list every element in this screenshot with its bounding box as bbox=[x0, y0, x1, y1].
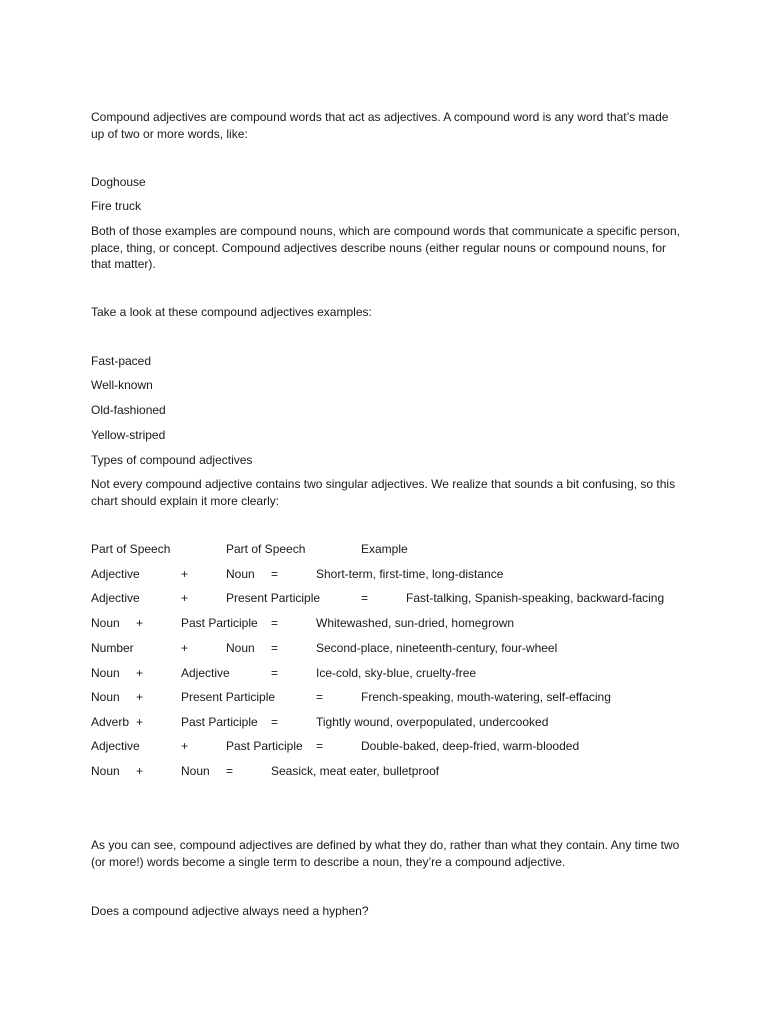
chart-row-plus: + bbox=[136, 715, 144, 729]
chart-row-example: Seasick, meat eater, bulletproof bbox=[271, 764, 440, 778]
chart-row-pos2: Noun bbox=[226, 567, 255, 581]
chart-header-row bbox=[0, 541, 768, 557]
noun-example-doghouse: Doghouse bbox=[91, 175, 146, 189]
chart-row-plus: + bbox=[181, 739, 189, 753]
chart-row-pos2: Present Participle bbox=[181, 690, 276, 704]
chart-row-pos1: Noun bbox=[91, 666, 120, 680]
chart-header-col1: Part of Speech bbox=[91, 542, 171, 556]
chart-row-plus: + bbox=[181, 591, 189, 605]
chart-row-pos2: Past Participle bbox=[226, 739, 303, 753]
chart-row-equals: = bbox=[271, 666, 279, 680]
hyphen-question: Does a compound adjective always need a hyphen? bbox=[91, 904, 369, 918]
chart-row-pos1: Noun bbox=[91, 690, 120, 704]
chart-row-plus: + bbox=[136, 616, 144, 630]
chart-row-plus: + bbox=[181, 641, 189, 655]
chart-row-pos1: Adjective bbox=[91, 739, 140, 753]
chart-header-col2: Part of Speech bbox=[226, 542, 306, 556]
adjective-example-yellow-striped: Yellow-striped bbox=[91, 428, 166, 442]
chart-row-pos1: Adverb bbox=[91, 715, 130, 729]
conclusion-paragraph: As you can see, compound adjectives are defined by what they do, rather than what they contain. Any time two (or more!) words become a single term to describe a noun, they’re a compound adjective. bbox=[91, 838, 680, 869]
chart-row-equals: = bbox=[361, 591, 369, 605]
chart-row-pos1: Adjective bbox=[91, 567, 140, 581]
chart-row bbox=[0, 714, 768, 730]
chart-row bbox=[0, 665, 768, 681]
chart-row-example: Fast-talking, Spanish-speaking, backward-facing bbox=[406, 591, 665, 605]
chart-row-equals: = bbox=[271, 641, 279, 655]
chart-row-plus: + bbox=[136, 666, 144, 680]
adjective-example-old-fashioned: Old-fashioned bbox=[91, 403, 166, 417]
chart-row-equals: = bbox=[226, 764, 234, 778]
chart-row-pos2: Past Participle bbox=[181, 616, 258, 630]
chart-row-pos2: Present Participle bbox=[226, 591, 321, 605]
chart-row-example: Short-term, first-time, long-distance bbox=[316, 567, 504, 581]
chart-row-pos1: Noun bbox=[91, 616, 120, 630]
adjective-example-well-known: Well-known bbox=[91, 378, 153, 392]
chart-row-pos2: Adjective bbox=[181, 666, 230, 680]
chart-row bbox=[0, 689, 768, 705]
chart-header-col3: Example bbox=[361, 542, 408, 556]
chart-row-example: Ice-cold, sky-blue, cruelty-free bbox=[316, 666, 477, 680]
chart-row-pos1: Number bbox=[91, 641, 134, 655]
chart-row-equals: = bbox=[316, 739, 324, 753]
chart-row-example: Double-baked, deep-fried, warm-blooded bbox=[361, 739, 580, 753]
noun-example-fire-truck: Fire truck bbox=[91, 199, 142, 213]
chart-row-pos2: Noun bbox=[226, 641, 255, 655]
chart-row-example: French-speaking, mouth-watering, self-effacing bbox=[361, 690, 611, 704]
examples-lead-in: Take a look at these compound adjectives examples: bbox=[91, 305, 372, 319]
types-heading: Types of compound adjectives bbox=[91, 453, 253, 467]
chart-row-example: Tightly wound, overpopulated, undercooked bbox=[316, 715, 549, 729]
chart-row-pos1: Noun bbox=[91, 764, 120, 778]
intro-paragraph: Compound adjectives are compound words that act as adjectives. A compound word is any word that’s made up of two or more words, like: bbox=[91, 110, 669, 141]
chart-row-equals: = bbox=[271, 567, 279, 581]
chart-row-example: Whitewashed, sun-dried, homegrown bbox=[316, 616, 515, 630]
chart-row-pos2: Noun bbox=[181, 764, 210, 778]
chart-row-plus: + bbox=[136, 690, 144, 704]
chart-row bbox=[0, 640, 768, 656]
chart-row-example: Second-place, nineteenth-century, four-wheel bbox=[316, 641, 558, 655]
chart-row bbox=[0, 615, 768, 631]
chart-row bbox=[0, 738, 768, 754]
chart-row-equals: = bbox=[271, 715, 279, 729]
chart-row bbox=[0, 566, 768, 582]
chart-row-plus: + bbox=[181, 567, 189, 581]
chart-row bbox=[0, 590, 768, 606]
chart-row-plus: + bbox=[136, 764, 144, 778]
chart-row bbox=[0, 763, 768, 779]
chart-row-pos1: Adjective bbox=[91, 591, 140, 605]
types-paragraph: Not every compound adjective contains two singular adjectives. We realize that sounds a bit confusing, so this chart should explain it more clearly: bbox=[91, 477, 676, 508]
adjective-example-fast-paced: Fast-paced bbox=[91, 354, 152, 368]
chart-row-pos2: Past Participle bbox=[181, 715, 258, 729]
chart-row-equals: = bbox=[271, 616, 279, 630]
chart-row-equals: = bbox=[316, 690, 324, 704]
compound-nouns-paragraph: Both of those examples are compound nouns, which are compound words that communicate a specific person, place, thing, or concept. Compound adjectives describe nouns (either regular nouns or compound nouns, for that matter). bbox=[91, 224, 680, 271]
